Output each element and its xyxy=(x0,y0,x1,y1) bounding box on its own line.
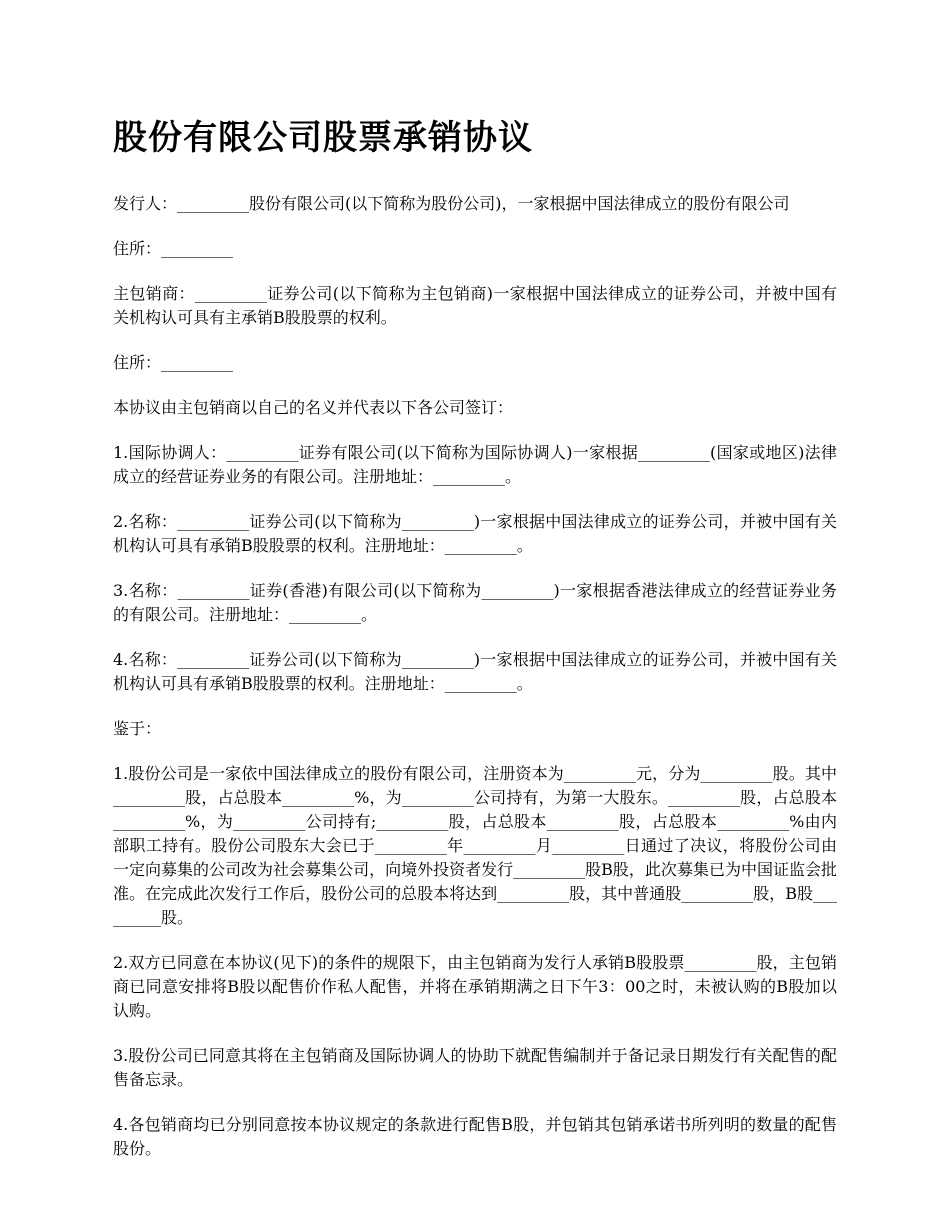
issuer-paragraph: 发行人：_________股份有限公司(以下简称为股份公司)，一家根据中国法律成立的股份有限公司 xyxy=(113,194,790,213)
document-body xyxy=(113,112,837,1182)
whereas-clause-3: 3.股份公司已同意其将在主包销商及国际协调人的协助下就配售编制并于备记录日期发行有关配售的配售备忘录。 xyxy=(113,1046,837,1089)
whereas-clause-1: 1.股份公司是一家依中国法律成立的股份有限公司，注册资本为_________元，分为_________股。其中_________股，占总股本_________%，为_________公司持有，为第一大股东。_________股，占总股本_________%，为_________公司持有;_________股，占总股本_________股，占总股本_________%由内部职工持有。股份公司股东大会已于_________年_________月_________日通过了决议，将股份公司由一定向募集的公司改为社会募集公司，向境外投资者发行_________股B股，此次募集已为中国证监会批准。在完成此次发行工作后，股份公司的总股本将达到_________股，其中普通股_________股，B股_________股。 xyxy=(113,764,837,927)
whereas-clause-2: 2.双方已同意在本协议(见下)的条件的规限下，由主包销商为发行人承销B股股票_________股，主包销商已同意安排将B股以配售价作私人配售，并将在承销期满之日下午3：00之时，未被认购的B股加以认购。 xyxy=(113,953,837,1020)
whereas-heading: 鉴于： xyxy=(113,719,162,738)
whereas-clause-4: 4.各包销商均已分别同意按本协议规定的条款进行配售B股，并包销其包销承诺书所列明的数量的配售股份。 xyxy=(113,1115,837,1158)
party-2-paragraph: 2.名称：_________证券公司(以下简称为_________)一家根据中国法律成立的证券公司，并被中国有关机构认可具有承销B股股票的权利。注册地址：_________。 xyxy=(113,512,837,555)
party-1-paragraph: 1.国际协调人：_________证券有限公司(以下简称为国际协调人)一家根据_________(国家或地区)法律成立的经营证券业务的有限公司。注册地址：_________。 xyxy=(113,443,837,486)
signing-statement-paragraph: 本协议由主包销商以自己的名义并代表以下各公司签订： xyxy=(113,398,514,417)
document-title: 股份有限公司股票承销协议 xyxy=(113,118,533,158)
party-3-paragraph: 3.名称：_________证券(香港)有限公司(以下简称为_________)一家根据香港法律成立的经营证券业务的有限公司。注册地址：_________。 xyxy=(113,581,837,624)
lead-underwriter-paragraph: 主包销商：_________证券公司(以下简称为主包销商)一家根据中国法律成立的证券公司，并被中国有关机构认可具有主承销B股股票的权利。 xyxy=(113,284,837,327)
issuer-address-paragraph: 住所：_________ xyxy=(113,239,234,258)
lead-underwriter-address-paragraph: 住所：_________ xyxy=(113,353,234,372)
party-4-paragraph: 4.名称：_________证券公司(以下简称为_________)一家根据中国法律成立的证券公司，并被中国有关机构认可具有承销B股股票的权利。注册地址：_________。 xyxy=(113,650,837,693)
